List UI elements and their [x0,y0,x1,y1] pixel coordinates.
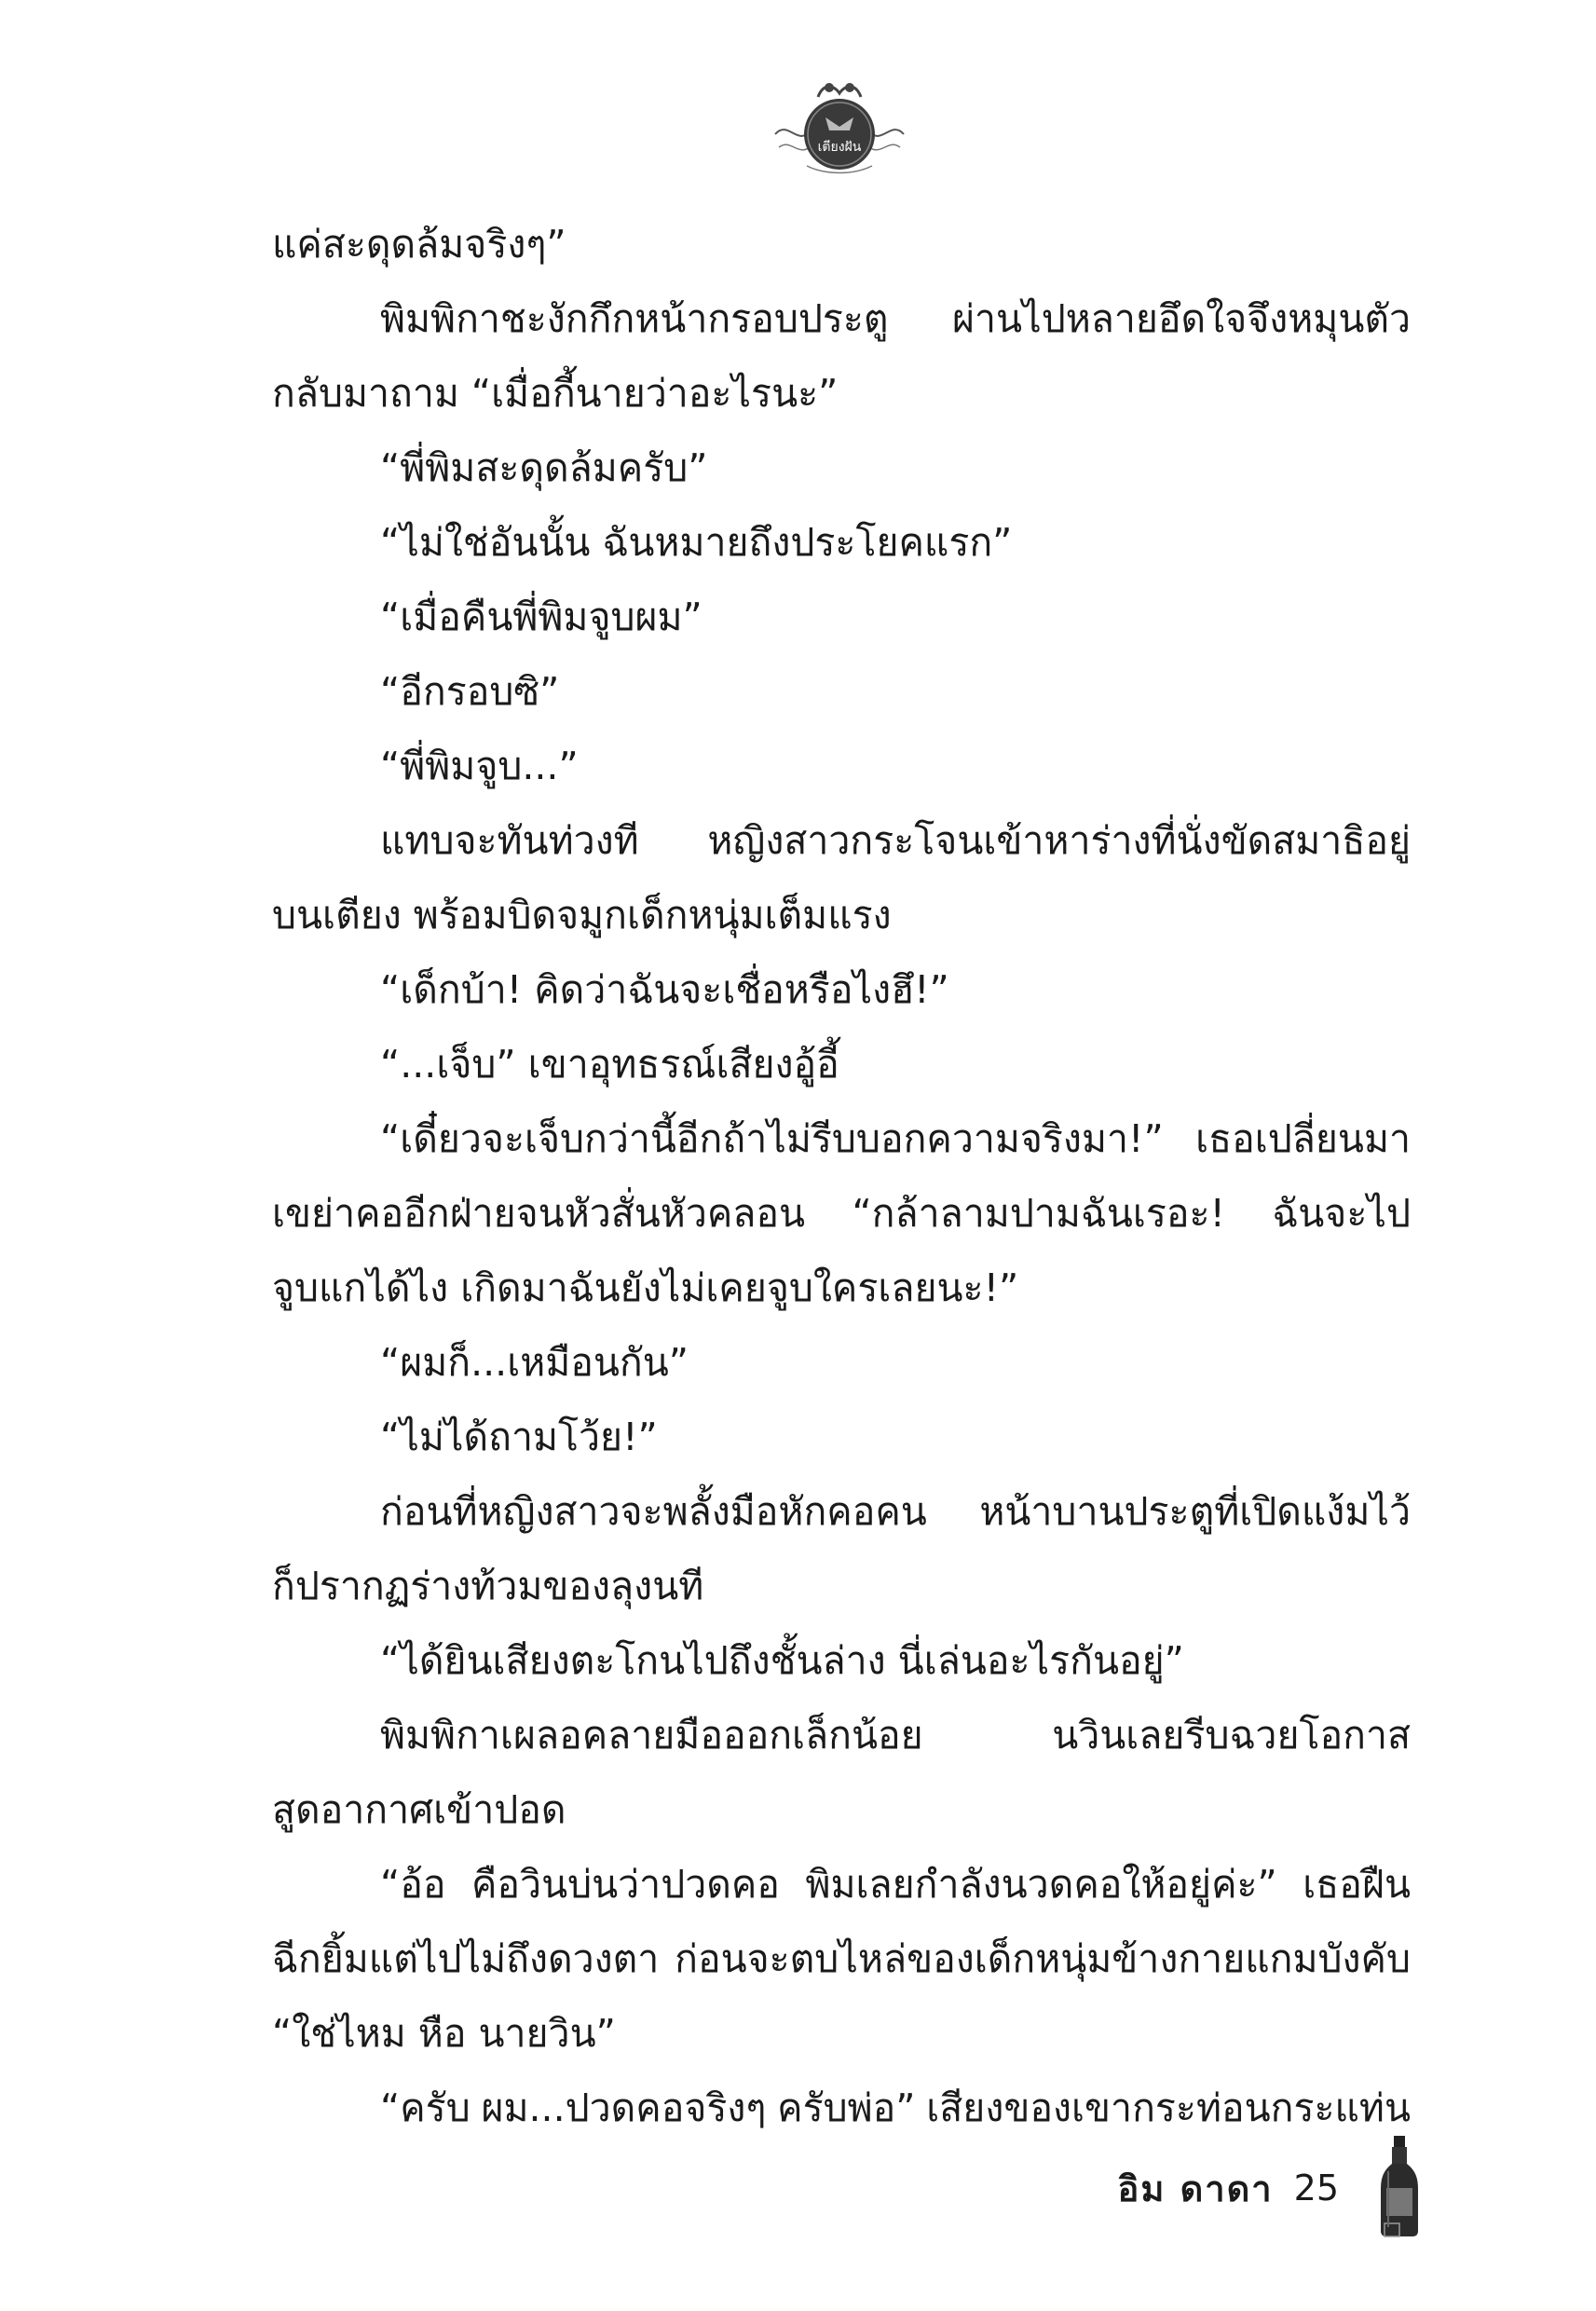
word: เธอฝืน [1303,1862,1411,1907]
page-number: 25 [1293,2167,1339,2208]
text-line: “ไม่ใช่อันนั้น ฉันหมายถึงประโยคแรก” [380,520,1013,565]
text-line: “พี่พิมสะดุดล้มครับ” [380,445,708,490]
word: ผ่านไปหลายอึดใจจึงหมุนตัว [952,296,1411,341]
word: นวินเลยรีบฉวยโอกาส [1052,1713,1411,1757]
word: ฉีกยิ้มแต่ไปไม่ถึงดวงตา [272,1936,660,1981]
text-line: “เด็กบ้า! คิดว่าฉันจะเชื่อหรือไงฮึ!” [380,967,949,1012]
text-line: “พี่พิมจูบ...” [380,744,579,788]
text-line [272,281,1411,356]
word: “อ้อ [380,1862,446,1907]
word: พิมพิกาชะงักกึกหน้ากรอบประตู [380,296,889,341]
word: เขย่าคออีกฝ่ายจนหัวสั่นหัวคลอน [272,1191,806,1236]
text-line [272,1101,1411,1176]
word: คือวินบ่นว่าปวดคอ [471,1862,780,1907]
body-text [272,207,1411,2145]
word: แทบจะทันท่วงที [380,818,639,863]
word: ผม...ปวดคอจริงๆ [481,2085,767,2130]
text-line: สูดอากาศเข้าปอด [272,1787,566,1832]
word: พิมเลยกำลังนวดคอให้อยู่ค่ะ” [805,1862,1277,1907]
text-line: “ไม่ได้ถามโว้ย!” [380,1415,658,1459]
word: “ครับ [380,2085,471,2130]
text-line [272,1474,1411,1549]
text-line: ก็ปรากฏร่างท้วมของลุงนที [272,1564,704,1608]
word: หน้าบานประตูที่เปิดแง้มไว้ [979,1489,1411,1534]
text-line: จูบแกได้ไง เกิดมาฉันยังไม่เคยจูบใครเลยนะ!” [272,1265,1019,1310]
word: ก่อนจะตบไหล่ของเด็กหนุ่มข้างกายแกมบังคับ [675,1936,1411,1981]
ornamental-logo-icon [770,73,909,177]
word: เธอเปลี่ยนมา [1195,1116,1411,1161]
text-line [272,1847,1411,1921]
word: ก่อนที่หญิงสาวจะพลั้งมือหักคอคน [380,1489,927,1534]
text-line [272,2071,1411,2145]
text-line [272,803,1411,878]
text-line: บนเตียง พร้อมบิดจมูกเด็กหนุ่มเต็มแรง [272,893,892,937]
text-line: แค่สะดุดล้มจริงๆ” [272,222,566,267]
text-line: “ใช่ไหม หือ นายวิน” [272,2011,616,2056]
text-line [272,1176,1411,1251]
text-line: “...เจ็บ” เขาอุทธรณ์เสียงอู้อี้ [380,1042,839,1087]
word: “เดี๋ยวจะเจ็บกว่านี้อีกถ้าไม่รีบบอกความจริงมา!” [380,1116,1164,1161]
text-line: “ผมก็...เหมือนกัน” [380,1340,689,1385]
word: ฉันจะไป [1272,1191,1411,1236]
word: เสียงของเขากระท่อนกระแท่น [926,2085,1411,2130]
bottle-icon [1371,2134,1427,2238]
word: พิมพิกาเผลอคลายมือออกเล็กน้อย [380,1713,923,1757]
text-line: กลับมาถาม “เมื่อกี้นายว่าอะไรนะ” [272,371,839,416]
text-line: “อีกรอบซิ” [380,669,560,714]
word: “กล้าลามปามฉันเรอะ! [852,1191,1225,1236]
text-line: “เมื่อคืนพี่พิมจูบผม” [380,595,703,639]
text-line [272,1698,1411,1772]
page-footer [1118,2160,1340,2216]
footer-author: อิม ดาดา [1117,2167,1274,2209]
word: ครับพ่อ” [777,2085,916,2130]
text-line [272,1921,1411,1996]
word: หญิงสาวกระโจนเข้าหาร่างที่นั่งขัดสมาธิอยู่ [707,818,1411,863]
text-line: “ได้ยินเสียงตะโกนไปถึงชั้นล่าง นี่เล่นอะไรกันอยู่” [380,1638,1184,1683]
emblem-text: เตียงฝัน [817,140,862,155]
